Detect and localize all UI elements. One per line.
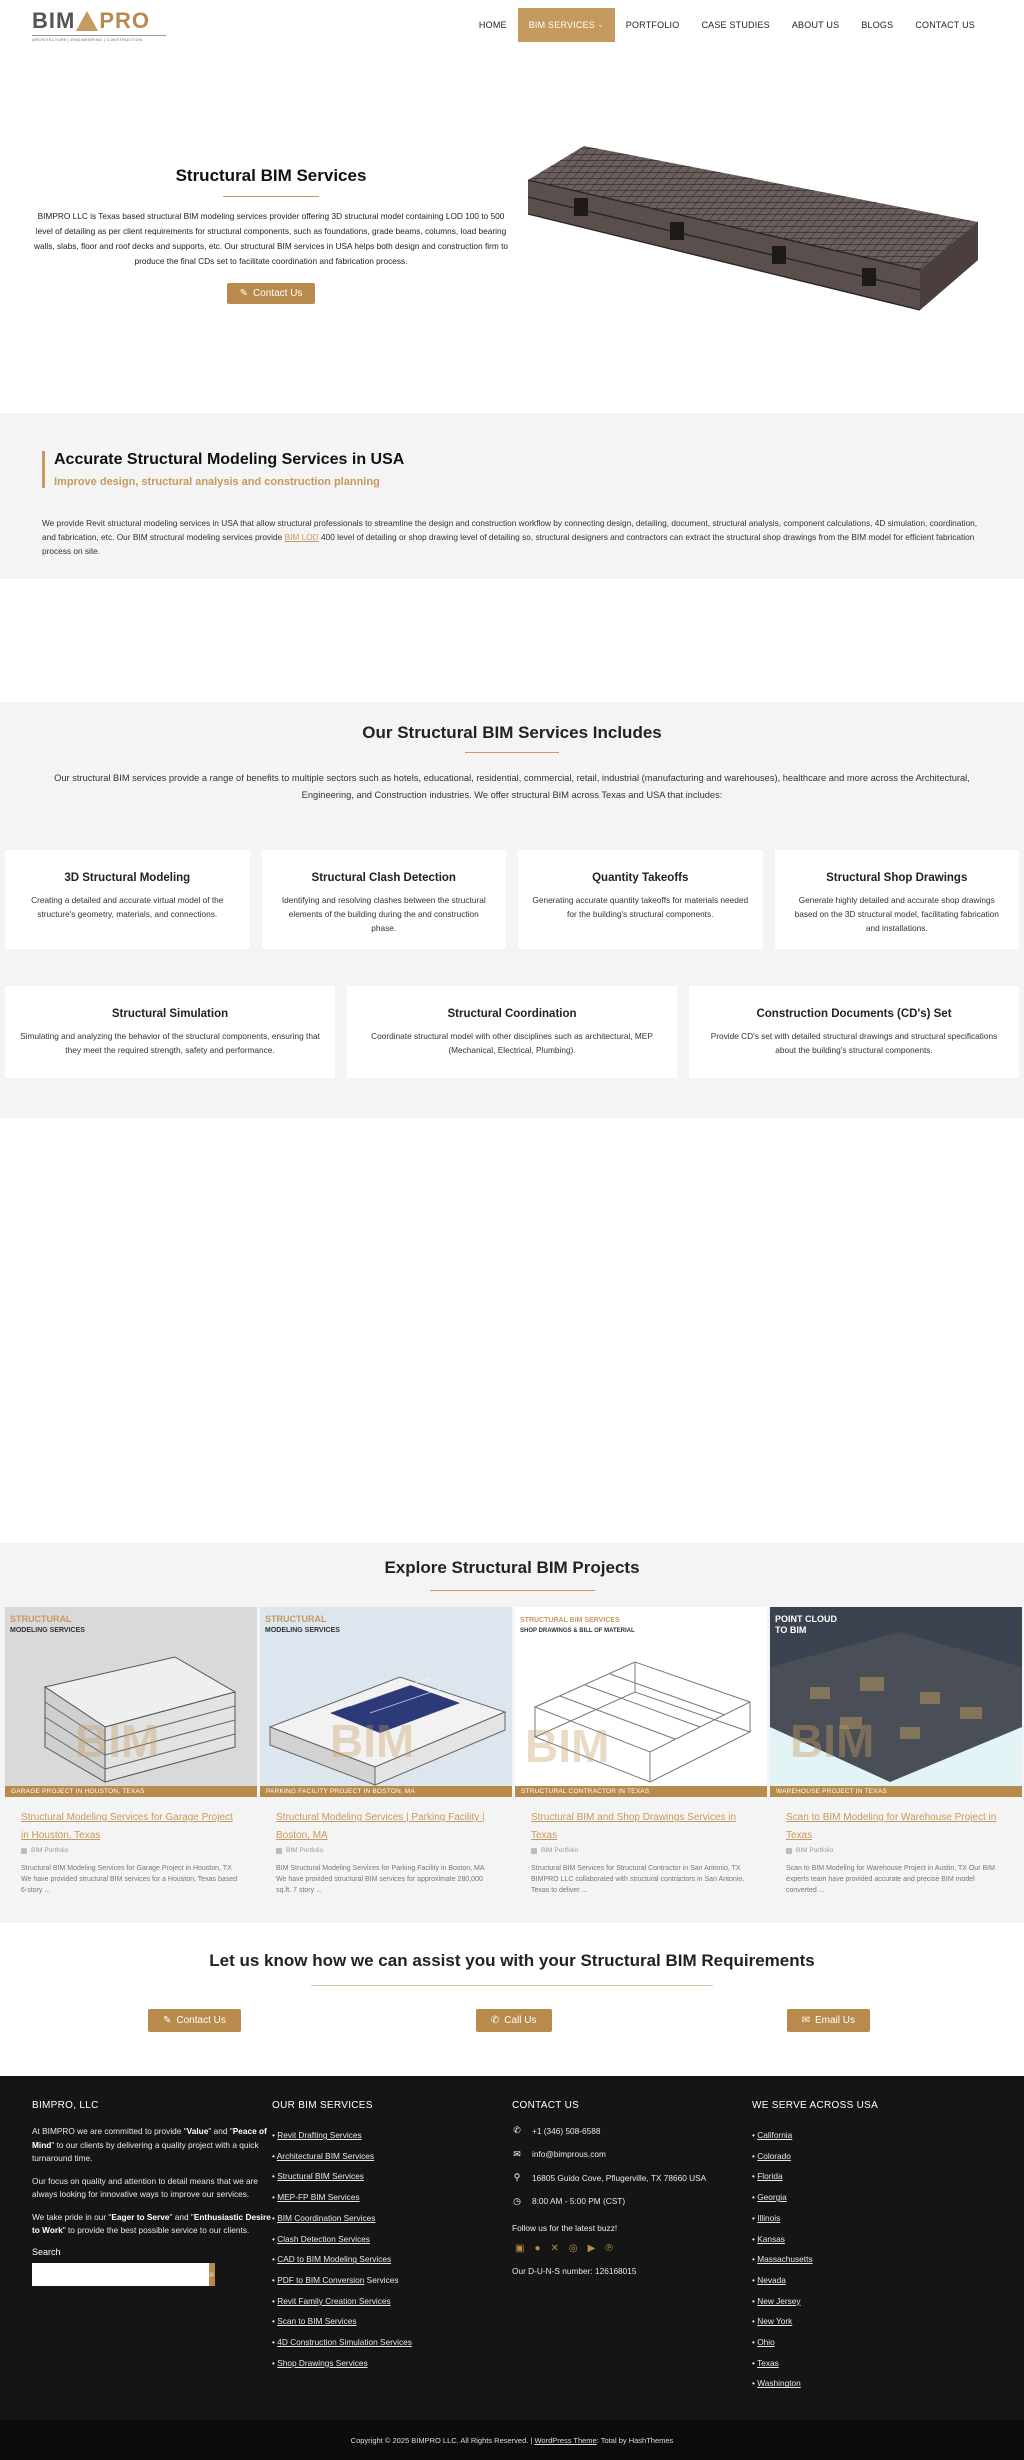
instagram-icon[interactable]: ◎ <box>568 2242 578 2254</box>
text: " and " <box>208 2126 233 2136</box>
footer-contact-title: CONTACT US <box>512 2100 580 2111</box>
project-meta <box>786 1847 1006 1854</box>
service-link[interactable]: Shop Drawings Services <box>277 2357 368 2368</box>
accurate-heading <box>42 451 984 488</box>
nav-case-studies[interactable]: CASE STUDIES <box>701 20 770 30</box>
list-item[interactable]: • CAD to BIM Modeling Services <box>272 2254 392 2265</box>
state-link[interactable]: Washington <box>757 2378 801 2389</box>
copyright-text: Copyright © 2025 BIMPRO LLC. All Rights Reserved. | <box>350 2435 533 2445</box>
card-text: Coordinate structural model with other disciplines such as architectural, MEP (Mechanical, Electrical, Plumbing). <box>371 1031 653 1055</box>
list-item[interactable]: • Georgia <box>752 2192 787 2203</box>
spacer <box>0 1118 1024 1543</box>
accurate-subtitle: Improve design, structural analysis and construction planning <box>54 476 380 488</box>
service-link[interactable]: MEP-FP BIM Services <box>277 2192 360 2203</box>
card-title: Construction Documents (CD's) Set <box>756 1008 952 1020</box>
envelope-icon: ✉ <box>801 2015 810 2026</box>
call-us-label: Call Us <box>504 2015 537 2026</box>
project-caption: STRUCTURAL CONTRACTOR IN TEXAS <box>515 1786 767 1797</box>
category-icon <box>786 1848 792 1854</box>
list-item[interactable]: • Revit Drafting Services <box>272 2130 362 2140</box>
list-item[interactable]: • Revit Family Creation Services <box>272 2295 391 2306</box>
text: We take pride in our " <box>32 2211 112 2222</box>
contact-phone[interactable] <box>512 2125 752 2136</box>
hero-contact-button[interactable] <box>227 283 316 304</box>
accurate-description <box>42 516 984 558</box>
project-tag <box>265 1614 340 1636</box>
state-link[interactable]: Colorado <box>757 2150 791 2161</box>
hero-section <box>0 50 1024 413</box>
footer-states-title: WE SERVE ACROSS USA <box>752 2100 879 2111</box>
project-caption: WAREHOUSE PROJECT IN TEXAS <box>770 1786 1022 1797</box>
svg-text:BIM: BIM <box>330 1715 415 1767</box>
project-meta <box>276 1847 496 1854</box>
service-link[interactable]: Clash Detection Services <box>277 2233 370 2244</box>
projects-divider <box>430 1590 595 1591</box>
contact-hours <box>512 2196 752 2207</box>
card-title: Structural Coordination <box>447 1008 577 1020</box>
youtube-icon[interactable]: ▶ <box>587 2242 596 2254</box>
includes-title: Our Structural BIM Services Includes <box>362 723 662 742</box>
list-item[interactable]: • PDF to BIM Conversion Services <box>272 2274 399 2285</box>
project-card[interactable] <box>5 1607 257 1896</box>
nav-contact-us[interactable]: CONTACT US <box>915 20 975 30</box>
includes-section <box>0 702 1024 1118</box>
card-title: Structural Clash Detection <box>311 872 456 884</box>
list-item[interactable]: • Florida <box>752 2171 783 2182</box>
footer-about-p3 <box>32 2211 272 2238</box>
service-link[interactable]: Structural BIM Services <box>277 2171 364 2182</box>
nav-bim-services-label: BIM SERVICES <box>528 20 595 30</box>
phone-number: +1 (346) 508-6588 <box>532 2125 601 2136</box>
state-link[interactable]: Georgia <box>757 2192 787 2203</box>
project-title-link[interactable]: Structural Modeling Services | Parking Facility | Boston, MA <box>276 1812 485 1841</box>
call-us-button[interactable] <box>476 2009 552 2032</box>
list-item[interactable]: • Washington <box>752 2378 801 2389</box>
text-bold: Value <box>186 2126 209 2136</box>
includes-divider <box>465 752 559 753</box>
list-item[interactable]: • Massachusetts <box>752 2254 813 2265</box>
pinterest-icon[interactable]: ℗ <box>605 2242 613 2254</box>
list-item[interactable]: • Kansas <box>752 2233 785 2244</box>
state-link[interactable]: New York <box>757 2316 793 2327</box>
search-input[interactable] <box>32 2263 209 2286</box>
search-label: Search <box>32 2246 61 2257</box>
service-card <box>5 850 250 949</box>
text: Services <box>364 2274 399 2285</box>
service-card <box>775 850 1020 949</box>
list-item[interactable]: • Colorado <box>752 2150 791 2161</box>
service-card <box>347 986 677 1078</box>
footer-services-title: OUR BIM SERVICES <box>272 2100 373 2111</box>
title-divider <box>223 196 319 197</box>
text-bold: Peace of Mind <box>32 2126 267 2150</box>
email-us-label: Email Us <box>814 2015 855 2026</box>
state-link[interactable]: Ohio <box>757 2337 775 2348</box>
list-item[interactable]: • Texas <box>752 2357 779 2368</box>
includes-description: Our structural BIM services provide a range of benefits to multiple sectors such as hotels, educational, residential, commercial, retail, industrial (manufacturing and warehouses), healthcare and more across the Architectural, Engineering, and Construction industries. We offer structural BIM across Texas and USA that includes: <box>54 773 970 800</box>
phone-icon: ✆ <box>513 2125 521 2135</box>
card-title: Structural Shop Drawings <box>826 872 968 884</box>
duns-number: Our D-U-N-S number: 126168015 <box>512 2265 637 2276</box>
linkedin-icon[interactable]: ▣ <box>515 2242 525 2254</box>
card-text: Creating a detailed and accurate virtual model of the structure's geometry, materials, and connections. <box>31 895 224 919</box>
follow-text: Follow us for the latest buzz! <box>512 2222 618 2233</box>
assist-buttons <box>0 2009 1024 2032</box>
service-card <box>262 850 507 949</box>
contact-email[interactable] <box>512 2149 752 2160</box>
email-us-button[interactable] <box>787 2009 870 2032</box>
contact-us-label: Contact Us <box>176 2015 226 2026</box>
project-tag-b: TO BIM <box>775 1625 807 1635</box>
project-tag-b: MODELING SERVICES <box>10 1627 85 1634</box>
footer-about <box>32 2100 272 2420</box>
project-tag-a: POINT CLOUD <box>775 1614 837 1624</box>
project-tag-a: STRUCTURAL BIM SERVICES <box>520 1617 620 1624</box>
service-link[interactable]: Revit Family Creation Services <box>277 2295 391 2306</box>
text: At BIMPRO we are committed to provide " <box>32 2126 187 2136</box>
logo-triangle-icon <box>76 11 98 31</box>
footer-services <box>272 2100 512 2420</box>
project-image[interactable] <box>770 1607 1022 1797</box>
project-tag <box>775 1614 837 1636</box>
project-excerpt: Scan to BIM Modeling for Warehouse Project in Austin, TX Our BIM experts team have provided accurate and precise BIM model converted ... <box>786 1865 995 1894</box>
spacer <box>0 579 1024 702</box>
card-title: Structural Simulation <box>111 1008 229 1020</box>
project-category: BIM Portfolio <box>31 1847 69 1854</box>
list-item[interactable]: • California <box>752 2130 793 2140</box>
project-category: BIM Portfolio <box>796 1847 834 1854</box>
project-meta <box>21 1847 241 1854</box>
project-title-link[interactable]: Structural Modeling Services for Garage Project in Houston, Texas <box>21 1812 233 1841</box>
service-card <box>5 986 335 1078</box>
text-bold: Enthusiastic Desire to Work <box>32 2211 271 2235</box>
state-link[interactable]: Kansas <box>757 2233 785 2244</box>
edit-icon: ✎ <box>163 2015 172 2026</box>
map-pin-icon: ⚲ <box>513 2172 521 2182</box>
card-text: Identifying and resolving clashes between the structural elements of the building during the and construction phase. <box>281 895 486 933</box>
structural-model-image <box>512 142 994 322</box>
states-list <box>752 2125 992 2394</box>
project-excerpt: Structural BIM Services for Structural Contractor in San Antonio, TX BIMPRO LLC collaborated with structural contractors in San Antonio, Texas to deliver ... <box>531 1865 745 1894</box>
project-card[interactable] <box>770 1607 1022 1896</box>
project-image[interactable] <box>5 1607 257 1797</box>
accurate-title: Accurate Structural Modeling Services in USA <box>54 451 405 468</box>
nav-portfolio[interactable]: PORTFOLIO <box>625 20 680 30</box>
project-title-link[interactable]: Structural BIM and Shop Drawings Services in Texas <box>531 1812 737 1841</box>
nav-about-us[interactable]: ABOUT US <box>791 20 840 30</box>
category-icon <box>531 1848 537 1854</box>
project-excerpt: Structural BIM Modeling Services for Garage Project in Houston, TX We have provided structural BIM services for a Houston, Texas based 6-story ... <box>21 1865 238 1894</box>
envelope-icon: ✉ <box>513 2148 521 2159</box>
project-title-link[interactable]: Scan to BIM Modeling for Warehouse Project in Texas <box>786 1812 997 1841</box>
hero-contact-label: Contact Us <box>252 287 303 299</box>
card-title: Quantity Takeoffs <box>592 872 689 884</box>
state-link[interactable]: New Jersey <box>757 2295 801 2306</box>
footer-about-title: BIMPRO, LLC <box>32 2100 99 2111</box>
service-link[interactable]: Scan to BIM Services <box>277 2316 357 2327</box>
search-icon: ⌕ <box>209 2268 215 2280</box>
project-image[interactable] <box>260 1607 512 1797</box>
project-tag <box>10 1614 85 1636</box>
project-tag <box>520 1614 635 1637</box>
service-link[interactable]: 4D Construction Simulation Services <box>277 2337 412 2348</box>
text: " and " <box>169 2211 194 2222</box>
card-text: Generating accurate quantity takeoffs for materials needed for the building's structural components. <box>532 895 749 919</box>
text: " to provide the best possible service to our clients. <box>62 2225 250 2235</box>
svg-text:BIM: BIM <box>75 1715 160 1767</box>
list-item[interactable]: • Structural BIM Services <box>272 2171 364 2182</box>
edit-icon: ✎ <box>239 287 248 299</box>
site-footer <box>0 2076 1024 2420</box>
state-link[interactable]: Illinois <box>757 2212 781 2223</box>
service-cards-row-2 <box>0 986 1024 1078</box>
list-item[interactable]: • Shop Drawings Services <box>272 2357 368 2368</box>
card-text: Simulating and analyzing the behavior of the structural components, ensuring that they meet the required strength, safety and performance. <box>20 1031 320 1055</box>
project-caption: PARKING FACILITY PROJECT IN BOSTON, MA <box>260 1786 512 1797</box>
text: " to our clients by delivering a quality project with a quick turnaround time. <box>32 2139 259 2163</box>
project-meta <box>531 1847 751 1854</box>
service-link[interactable]: PDF to BIM Conversion <box>277 2274 365 2285</box>
card-text: Provide CD's set with detailed structural drawings and structural specifications about the building's structural components. <box>710 1031 998 1055</box>
list-item[interactable]: • MEP-FP BIM Services <box>272 2192 360 2203</box>
project-tag-b: MODELING SERVICES <box>265 1627 340 1634</box>
contact-address <box>512 2172 752 2183</box>
nav-home[interactable]: HOME <box>478 20 507 30</box>
list-item[interactable]: • Nevada <box>752 2274 786 2285</box>
list-item[interactable]: • New York <box>752 2316 793 2327</box>
service-card <box>689 986 1019 1078</box>
site-logo[interactable] <box>32 9 166 42</box>
footer-states <box>752 2100 992 2420</box>
state-link[interactable]: California <box>757 2130 793 2140</box>
list-item[interactable]: • 4D Construction Simulation Services <box>272 2337 412 2348</box>
list-item[interactable]: • Clash Detection Services <box>272 2233 370 2244</box>
phone-icon: ✆ <box>490 2015 500 2026</box>
list-item[interactable]: • Ohio <box>752 2337 775 2348</box>
email-address: info@bimprous.com <box>532 2149 606 2159</box>
chevron-down-icon: ⌄ <box>597 22 604 29</box>
project-card[interactable] <box>515 1607 767 1896</box>
service-link[interactable]: BIM Coordination Services <box>277 2212 376 2223</box>
wordpress-theme-link[interactable]: WordPress Theme <box>534 2435 597 2445</box>
logo-tagline: ARCHITECTURE | ENGINEERING | CONSTRUCTION <box>32 35 166 42</box>
bim-lod-link[interactable]: BIM LOD <box>284 532 319 542</box>
service-link[interactable]: CAD to BIM Modeling Services <box>277 2254 392 2265</box>
service-link[interactable]: Architectural BIM Services <box>276 2150 375 2161</box>
project-card[interactable] <box>260 1607 512 1896</box>
service-cards-row-1 <box>0 850 1024 949</box>
project-category: BIM Portfolio <box>286 1847 324 1854</box>
list-item[interactable]: • Scan to BIM Services <box>272 2316 357 2327</box>
facebook-icon[interactable]: ● <box>534 2242 541 2254</box>
address: 16805 Guido Cove, Pflugerville, TX 78660 USA <box>532 2172 707 2183</box>
list-item[interactable]: • BIM Coordination Services <box>272 2212 376 2223</box>
state-link[interactable]: Nevada <box>757 2274 786 2285</box>
copyright-bar <box>0 2420 1024 2460</box>
category-icon <box>276 1848 282 1854</box>
project-caption: GARAGE PROJECT IN HOUSTON, TEXAS <box>5 1786 257 1797</box>
service-card <box>518 850 763 949</box>
svg-text:BIM: BIM <box>790 1715 875 1767</box>
text-bold: Eager to Serve <box>111 2211 170 2222</box>
logo-text-pro: PRO <box>99 7 151 33</box>
nav-blogs[interactable]: BLOGS <box>861 20 894 30</box>
nav-bim-services[interactable] <box>518 8 615 42</box>
accurate-text-a: We provide Revit structural modeling services in USA that allow structural professionals to streamline the design and construction workflow by connecting design, detailing, document, structural analysis, component calculations, 4D simulation, coordination, and fabrication, etc. Our BIM structural modeling services provide <box>42 518 978 542</box>
clock-icon: ◷ <box>513 2195 521 2206</box>
state-link[interactable]: Texas <box>757 2357 779 2368</box>
page-title: Structural BIM Services <box>175 165 367 185</box>
state-link[interactable]: Massachusetts <box>757 2254 813 2265</box>
project-category: BIM Portfolio <box>541 1847 579 1854</box>
accurate-text-b: 400 level of detailing or shop drawing level of detailing so, structural designers and contractors can extract the structural shop drawings from the BIM model for efficient fabrication process on site. <box>42 532 975 556</box>
project-tag-a: STRUCTURAL <box>10 1614 72 1624</box>
site-header <box>0 0 1024 50</box>
accurate-modeling-section <box>0 413 1024 579</box>
project-tag-b: SHOP DRAWINGS & BILL OF MATERIAL <box>520 1628 635 1634</box>
projects-title: Explore Structural BIM Projects <box>384 1558 640 1577</box>
assist-title: Let us know how we can assist you with your Structural BIM Requirements <box>209 1951 815 1970</box>
service-link[interactable]: Revit Drafting Services <box>277 2130 362 2140</box>
projects-grid <box>0 1607 1024 1896</box>
footer-contact <box>512 2100 752 2420</box>
logo-text-bim: BIM <box>32 7 76 33</box>
project-excerpt: BIM Structural Modeling Services for Parking Facility in Boston, MA We have provided structural BIM services for approximate 280,000 sq.ft. 7 story ... <box>276 1865 485 1894</box>
hours: 8:00 AM - 5:00 PM (CST) <box>532 2196 626 2206</box>
assist-section <box>0 1923 1024 2076</box>
footer-about-p1 <box>32 2125 272 2166</box>
list-item[interactable]: • Architectural BIM Services <box>272 2150 375 2161</box>
social-links <box>515 2243 752 2254</box>
project-tag-a: STRUCTURAL <box>265 1614 327 1624</box>
hero-description: BIMPRO LLC is Texas based structural BIM modeling services provider offering 3D structural model containing LOD 100 to 500 level of detailing as per client requirements for structural components, such as foundations, grade beams, columns, load bearing walls, slabs, floor and roof decks and supports, etc. Our structural BIM services in USA helps both design and construction firm to produce the final CDs set to facilitate coordination and fabrication process. <box>33 210 509 266</box>
projects-section <box>0 1543 1024 1923</box>
project-image[interactable] <box>515 1607 767 1797</box>
search-button[interactable] <box>209 2263 215 2286</box>
x-twitter-icon[interactable]: ✕ <box>550 2242 559 2254</box>
card-title: 3D Structural Modeling <box>64 872 191 884</box>
contact-us-button[interactable] <box>148 2009 241 2032</box>
copyright-rest: : Total by HashThemes <box>596 2435 674 2445</box>
assist-divider <box>311 1985 713 1986</box>
footer-about-p2: Our focus on quality and attention to detail means that we are always looking for innovative ways to improve our services. <box>32 2175 258 2199</box>
search-form <box>32 2263 215 2286</box>
main-nav <box>468 8 986 42</box>
list-item[interactable]: • Illinois <box>752 2212 781 2223</box>
category-icon <box>21 1848 27 1854</box>
services-list <box>272 2125 512 2373</box>
card-text: Generate highly detailed and accurate shop drawings based on the 3D structural model, facilitating fabrication and installations. <box>794 895 999 933</box>
state-link[interactable]: Florida <box>757 2171 783 2182</box>
list-item[interactable]: • New Jersey <box>752 2295 801 2306</box>
svg-text:BIM: BIM <box>525 1720 610 1772</box>
